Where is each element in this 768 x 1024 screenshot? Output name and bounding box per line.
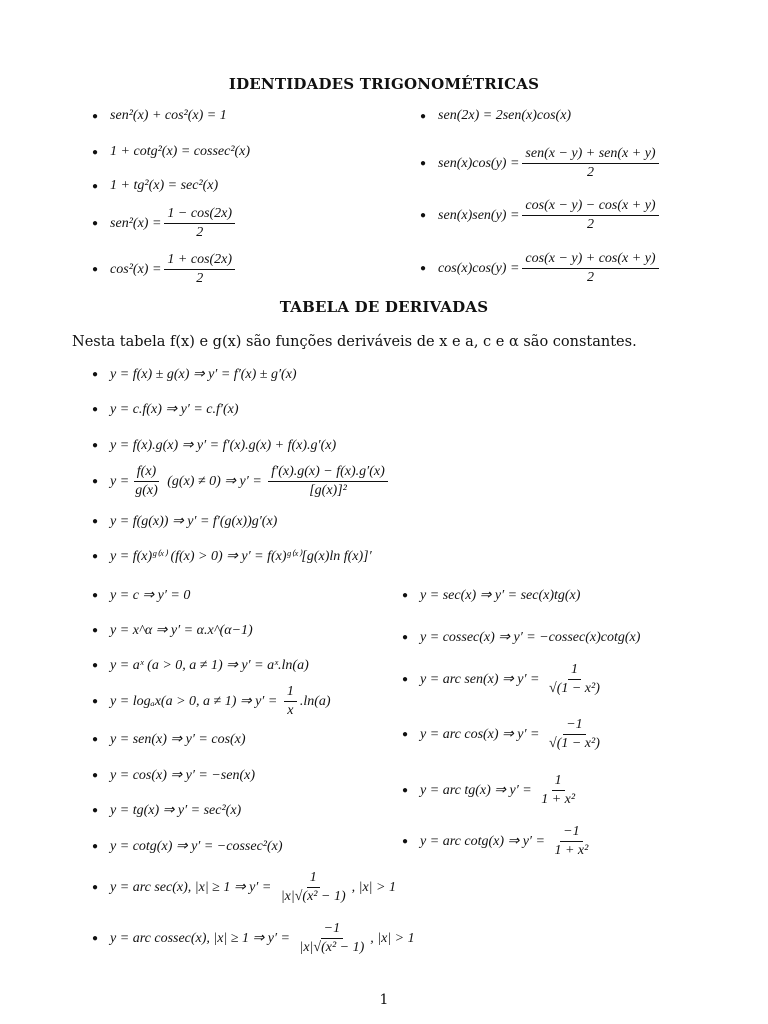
- bullet-icon: ●: [420, 158, 427, 170]
- bullet-icon: ●: [92, 516, 99, 527]
- formula: 1 + cotg²(x) = cossec²(x): [110, 144, 251, 159]
- formula-prefix: y = logₐx(a > 0, a ≠ 1) ⇒ y′ =: [110, 694, 281, 710]
- fraction-numerator: 1 − cos(2x): [164, 206, 235, 224]
- formula: y = cotg(x) ⇒ y′ = −cossec²(x): [110, 839, 283, 854]
- formula-prefix: y = arc sec(x), |x| ≥ 1 ⇒ y′ =: [110, 880, 275, 896]
- bullet-icon: ●: [402, 674, 409, 686]
- derivative-rule: [92, 513, 277, 530]
- fraction: [132, 464, 161, 499]
- formula-prefix: sen(x)cos(y) =: [438, 155, 520, 171]
- bullet-icon: ●: [420, 263, 427, 275]
- fraction-denominator: 1 + x²: [541, 792, 576, 808]
- fraction-denominator: |x|√(x² − 1): [280, 889, 346, 905]
- formula: y = sec(x) ⇒ y′ = sec(x)tg(x): [420, 588, 581, 603]
- derivative-rule: [92, 657, 309, 674]
- fraction: [522, 198, 658, 233]
- fraction: [278, 870, 349, 905]
- derivative-rule: [92, 366, 297, 383]
- bullet-icon: ●: [92, 404, 99, 415]
- fraction-denominator: 2: [196, 271, 204, 287]
- fraction: [522, 251, 658, 286]
- derivative-rule: [92, 587, 190, 604]
- bullet-icon: ●: [92, 369, 99, 380]
- bullet-icon: ●: [92, 264, 99, 276]
- formula: sen²(x) + cos²(x) = 1: [110, 108, 227, 123]
- bullet-icon: ●: [92, 218, 99, 230]
- trig-identity-item: [92, 206, 238, 241]
- fraction-denominator: [g(x)]²: [309, 483, 347, 499]
- bullet-icon: ●: [92, 110, 99, 122]
- bullet-icon: ●: [92, 551, 99, 562]
- fraction-numerator: 1: [552, 773, 565, 791]
- derivative-rule: [92, 870, 396, 905]
- bullet-icon: ●: [402, 729, 409, 741]
- trig-identity-item: [420, 198, 662, 233]
- formula: y = cossec(x) ⇒ y′ = −cossec(x)cotg(x): [420, 630, 641, 645]
- fraction-denominator: x: [287, 703, 294, 719]
- derivatives-intro: Nesta tabela f(x) e g(x) são funções deriváveis de x e a, c e α são constantes.: [72, 334, 637, 350]
- formula-suffix: , |x| > 1: [351, 879, 396, 895]
- bullet-icon: ●: [402, 836, 409, 848]
- formula-prefix: cos²(x) =: [110, 261, 162, 277]
- fraction-denominator: 2: [196, 225, 204, 241]
- formula-prefix: y =: [110, 473, 130, 489]
- formula: y = f(x)ᵍ⁽ˣ⁾ (f(x) > 0) ⇒ y′ = f(x)ᵍ⁽ˣ⁾[g(x)ln f(x)]′: [110, 549, 372, 564]
- formula-prefix: cos(x)cos(y) =: [438, 260, 520, 276]
- derivative-rule: [402, 717, 606, 752]
- formula-prefix: sen(x)sen(y) =: [438, 207, 520, 223]
- page-number: 1: [379, 992, 389, 1008]
- bullet-icon: ●: [92, 805, 99, 816]
- fraction-numerator: 1: [284, 684, 297, 702]
- derivative-rule: [92, 622, 253, 639]
- bullet-icon: ●: [92, 933, 99, 945]
- formula: y = aˣ (a > 0, a ≠ 1) ⇒ y′ = aˣ.ln(a): [110, 658, 309, 673]
- formula-suffix: .ln(a): [299, 693, 331, 709]
- fraction-numerator: −1: [321, 921, 343, 939]
- derivative-rule: [402, 629, 640, 646]
- derivative-rule: [92, 548, 372, 565]
- fraction: [296, 921, 367, 956]
- trig-identity-item: [420, 251, 662, 286]
- fraction-numerator: sen(x − y) + sen(x + y): [522, 146, 658, 164]
- formula: y = c ⇒ y′ = 0: [110, 588, 191, 603]
- formula: y = cos(x) ⇒ y′ = −sen(x): [110, 768, 256, 783]
- fraction-denominator: 2: [586, 165, 594, 181]
- derivative-rule: [92, 401, 239, 418]
- bullet-icon: ●: [92, 625, 99, 636]
- formula-prefix: y = arc cotg(x) ⇒ y′ =: [420, 834, 549, 850]
- derivative-rule: [92, 464, 391, 499]
- derivative-rule: [92, 802, 241, 819]
- formula: sen(2x) = 2sen(x)cos(x): [438, 108, 572, 123]
- derivative-rule: [92, 921, 415, 956]
- fraction-numerator: 1: [307, 870, 320, 888]
- fraction-numerator: 1: [568, 662, 581, 680]
- fraction-denominator: √(1 − x²): [549, 736, 600, 752]
- fraction: [164, 206, 235, 241]
- formula: y = f(g(x)) ⇒ y′ = f′(g(x))g′(x): [110, 514, 278, 529]
- derivative-rule: [402, 662, 606, 697]
- bullet-icon: ●: [92, 476, 99, 488]
- fraction: [268, 464, 388, 499]
- formula: y = c.f(x) ⇒ y′ = c.f′(x): [110, 402, 239, 417]
- fraction-numerator: f(x): [134, 464, 159, 482]
- derivative-rule: [402, 587, 580, 604]
- derivative-rule: [402, 824, 594, 859]
- fraction-denominator: 2: [586, 217, 594, 233]
- bullet-icon: ●: [92, 770, 99, 781]
- formula: y = f(x) ± g(x) ⇒ y′ = f′(x) ± g′(x): [110, 367, 297, 382]
- formula: y = sen(x) ⇒ y′ = cos(x): [110, 732, 246, 747]
- formula-prefix: y = arc cossec(x), |x| ≥ 1 ⇒ y′ =: [110, 931, 294, 947]
- formula-middle: (g(x) ≠ 0) ⇒ y′ =: [163, 474, 266, 490]
- bullet-icon: ●: [92, 440, 99, 451]
- bullet-icon: ●: [92, 590, 99, 601]
- bullet-icon: ●: [420, 210, 427, 222]
- bullet-icon: ●: [92, 696, 99, 708]
- fraction-denominator: 1 + x²: [554, 843, 589, 859]
- fraction: [522, 146, 658, 181]
- fraction-denominator: |x|√(x² − 1): [299, 940, 365, 956]
- formula-prefix: y = arc sen(x) ⇒ y′ =: [420, 672, 544, 688]
- trig-identity-item: [92, 252, 238, 287]
- formula-prefix: sen²(x) =: [110, 215, 162, 231]
- derivatives-heading: TABELA DE DERIVADAS: [279, 298, 489, 316]
- trig-identity-item: [92, 178, 218, 194]
- fraction: [546, 717, 603, 752]
- formula-suffix: , |x| > 1: [370, 930, 415, 946]
- fraction-numerator: f′(x).g(x) − f(x).g′(x): [268, 464, 388, 482]
- formula: y = f(x).g(x) ⇒ y′ = f′(x).g(x) + f(x).g′(x): [110, 438, 337, 453]
- bullet-icon: ●: [402, 632, 409, 643]
- derivative-rule: [92, 838, 283, 855]
- bullet-icon: ●: [92, 841, 99, 852]
- formula-prefix: y = arc cos(x) ⇒ y′ =: [420, 727, 544, 743]
- derivative-rule: [92, 767, 255, 784]
- bullet-icon: ●: [92, 146, 99, 158]
- fraction: [546, 662, 603, 697]
- derivative-rule: [92, 731, 246, 748]
- fraction-numerator: 1 + cos(2x): [164, 252, 235, 270]
- fraction: [284, 684, 297, 719]
- trig-identity-item: [420, 146, 662, 181]
- bullet-icon: ●: [402, 785, 409, 797]
- bullet-icon: ●: [420, 110, 427, 122]
- trig-identity-item: [420, 108, 571, 124]
- fraction-numerator: −1: [560, 824, 582, 842]
- derivative-rule: [92, 684, 331, 719]
- derivative-rule: [402, 773, 581, 808]
- trig-identities-heading: IDENTIDADES TRIGONOMÉTRICAS: [228, 75, 540, 93]
- fraction-numerator: −1: [563, 717, 585, 735]
- bullet-icon: ●: [92, 734, 99, 745]
- fraction: [538, 773, 578, 808]
- bullet-icon: ●: [92, 180, 99, 192]
- formula-prefix: y = arc tg(x) ⇒ y′ =: [420, 783, 536, 799]
- formula: y = tg(x) ⇒ y′ = sec²(x): [110, 803, 242, 818]
- bullet-icon: ●: [92, 660, 99, 671]
- bullet-icon: ●: [402, 590, 409, 601]
- fraction-denominator: √(1 − x²): [549, 681, 600, 697]
- fraction-numerator: cos(x − y) + cos(x + y): [522, 251, 658, 269]
- fraction-denominator: 2: [586, 270, 594, 286]
- fraction-denominator: g(x): [135, 483, 158, 499]
- fraction: [164, 252, 235, 287]
- formula: 1 + tg²(x) = sec²(x): [110, 178, 219, 193]
- trig-identity-item: [92, 108, 227, 124]
- fraction: [551, 824, 591, 859]
- derivative-rule: [92, 437, 336, 454]
- bullet-icon: ●: [92, 882, 99, 894]
- formula: y = x^α ⇒ y′ = α.x^(α−1): [110, 623, 253, 638]
- fraction-numerator: cos(x − y) − cos(x + y): [522, 198, 658, 216]
- trig-identity-item: [92, 144, 250, 160]
